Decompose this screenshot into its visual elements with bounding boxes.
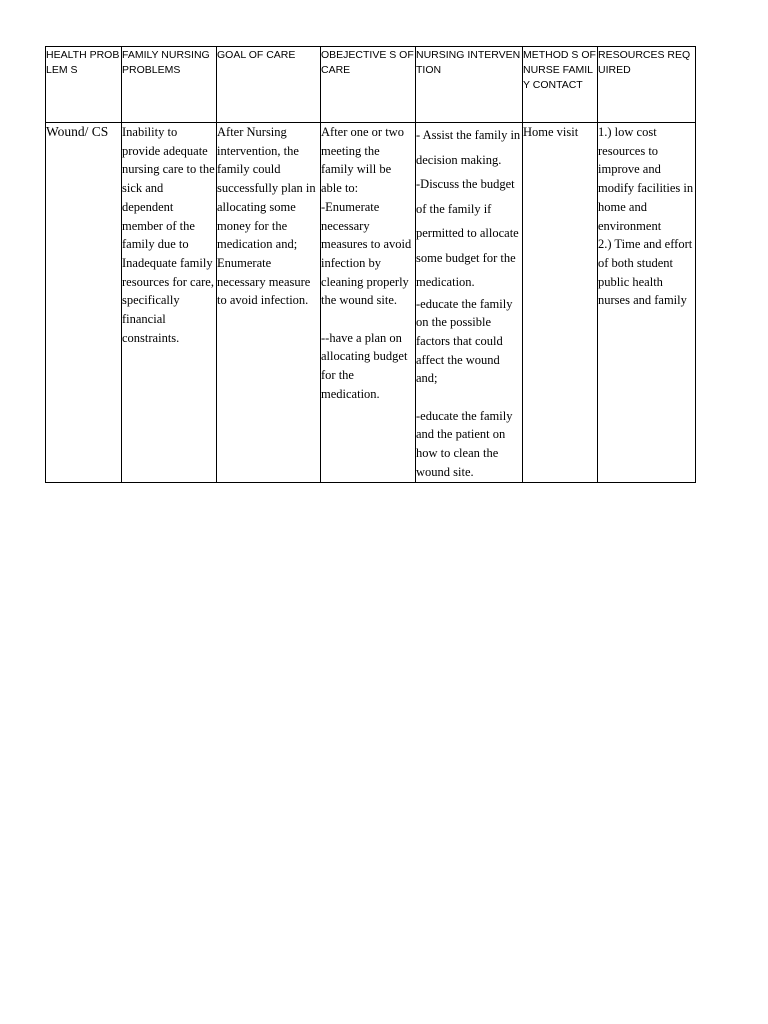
cell-objectives-of-care (321, 123, 416, 483)
method-text: Home visit (523, 125, 579, 139)
intervention-item: - Assist the family in decision making. (416, 128, 521, 167)
goal-of-care-text: After Nursing intervention, the family could successfully plan in allocating some money for the medication and; Enumerate necessary measure to avoid infection. (217, 125, 316, 308)
family-nursing-problem-text: Inability to provide adequate nursing care to the sick and dependent member of the family due to Inadequate family resources for care, specifically financial constraints. (122, 125, 215, 345)
header-resources-required: RESOURCES REQUIRED (598, 47, 696, 123)
cell-resources-required (598, 123, 696, 483)
header-family-nursing-problems: FAMILY NURSING PROBLEMS (122, 47, 217, 123)
resource-item: 2.) Time and effort of both student public health nurses and family (598, 237, 693, 308)
intervention-item: -educate the family on the possible factors that could affect the wound and; (416, 296, 513, 386)
cell-method-of-contact (523, 123, 598, 483)
header-health-problems: HEALTH PROBLEM S (46, 47, 122, 123)
objective-item: --have a plan on allocating budget for the medication. (321, 330, 408, 401)
header-nursing-intervention: NURSING INTERVENTION (416, 47, 523, 123)
intervention-item: -educate the family and the patient on how to clean the wound site. (416, 408, 513, 479)
intervention-item: -Discuss the budget of the family if permitted to allocate some budget for the medication. (416, 177, 519, 289)
objective-item: -Enumerate necessary measures to avoid infection by cleaning properly the wound site. (321, 199, 412, 308)
cell-goal-of-care (217, 123, 321, 483)
table-header-row (46, 47, 696, 123)
cell-family-nursing-problem (122, 123, 217, 483)
objective-intro: After one or two meeting the family will be able to: (321, 125, 404, 196)
header-objectives-of-care: OBEJECTIVE S OF CARE (321, 47, 416, 123)
health-problem-text: Wound/ CS (46, 124, 109, 139)
table-row (46, 123, 696, 483)
nursing-care-plan-table (45, 46, 696, 483)
resource-item: 1.) low cost resources to improve and modify facilities in home and environment (598, 125, 694, 233)
cell-health-problem (46, 123, 122, 483)
cell-nursing-intervention (416, 123, 523, 483)
header-goal-of-care: GOAL OF CARE (217, 47, 321, 123)
header-methods-of-contact: METHOD S OF NURSE FAMILY CONTACT (523, 47, 598, 123)
